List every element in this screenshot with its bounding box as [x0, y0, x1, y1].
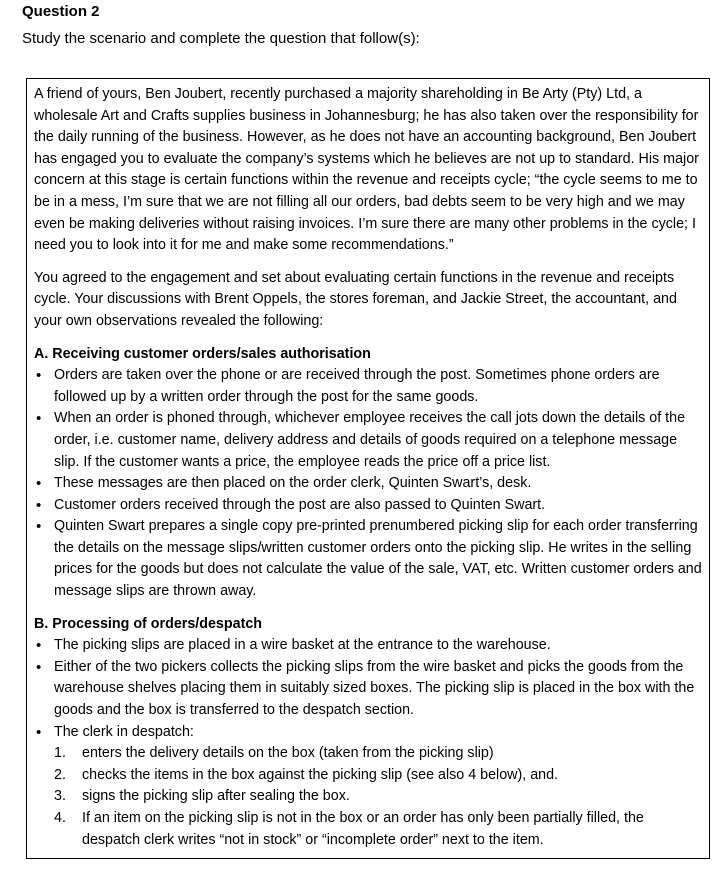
step-text: signs the picking slip after sealing the box.	[82, 788, 350, 805]
list-item: • Either of the two pickers collects the picking slips from the wire basket and picks the goods from the warehouse shelves placing them in suitably sized boxes. The picking slip is placed in the box with the goods and the box is transferred to the despatch section.	[34, 657, 703, 722]
scenario-box	[26, 78, 710, 859]
step-number: 3.	[54, 788, 66, 805]
step-number: 2.	[54, 766, 66, 783]
step-number: 4.	[54, 810, 66, 826]
step-item	[54, 808, 703, 851]
step-text: checks the items in the box against the picking slip (see also 4 below), and.	[82, 766, 559, 783]
section-a-list	[34, 365, 703, 603]
list-item	[34, 722, 703, 852]
step-number: 1.	[54, 745, 66, 762]
step-text: If an item on the picking slip is not in the box or an order has only been partially filled, the despatch clerk writes “not in stock” or “incomplete order” next to the item.	[82, 810, 644, 848]
list-item: • The picking slips are placed in a wire basket at the entrance to the warehouse.	[34, 635, 703, 657]
section-a-heading: A. Receiving customer orders/sales authorisation	[34, 345, 371, 362]
list-item: • Quinten Swart prepares a single copy pre-printed prenumbered picking slip for each order transferring the details on the message slips/written customer orders onto the picking slip. He writes in the selling prices for the goods but does not calculate the value of the sale, VAT, etc. Written customer orders and message slips are thrown away.	[34, 516, 703, 602]
question-title: Question 2	[22, 3, 100, 20]
list-item: • Orders are taken over the phone or are received through the post. Sometimes phone orders are followed up by a written order through the post for the same goods.	[34, 365, 703, 408]
list-item: • Customer orders received through the post are also passed to Quinten Swart.	[34, 495, 703, 517]
despatch-clerk-label: • The clerk in despatch:	[54, 723, 194, 740]
engagement-paragraph: You agreed to the engagement and set about evaluating certain functions in the revenue and receipts cycle. Your discussions with Brent Oppels, the stores foreman, and Jackie Street, the accountant, and your own observations revealed the following:	[34, 269, 677, 329]
list-item: • These messages are then placed on the order clerk, Quinten Swart’s, desk.	[34, 473, 703, 495]
section-b-heading: B. Processing of orders/despatch	[34, 615, 263, 632]
section-b-list	[34, 635, 703, 851]
list-item: • When an order is phoned through, whichever employee receives the call jots down the details of the order, i.e. customer name, delivery address and details of goods required on a telephone message slip. If the customer wants a price, the employee reads the price off a price list.	[34, 408, 703, 473]
question-instruction: Study the scenario and complete the question that follow(s):	[22, 30, 420, 47]
despatch-steps	[54, 743, 703, 851]
step-text: enters the delivery details on the box (taken from the picking slip)	[82, 745, 494, 762]
step-item	[54, 743, 703, 765]
intro-paragraph: A friend of yours, Ben Joubert, recently purchased a majority shareholding in Be Arty (Pty) Ltd, a wholesale Art and Crafts supplies business in Johannesburg; he has also taken over the responsibility for the daily running of the business. However, as he does not have an accounting background, Ben Joubert has engaged you to evaluate the company’s systems which he believes are not up to standard. His major concern at this stage is certain functions within the revenue and receipts cycle; “the cycle seems to me to be in a mess, I’m sure that we are not filling all our orders, bad debts seem to be very high and we may even be making deliveries without raising invoices. I’m sure there are many other problems in the cycle; I need you to look into it for me and make some recommendations.”	[34, 86, 699, 254]
step-item	[54, 765, 703, 787]
step-item	[54, 786, 703, 808]
